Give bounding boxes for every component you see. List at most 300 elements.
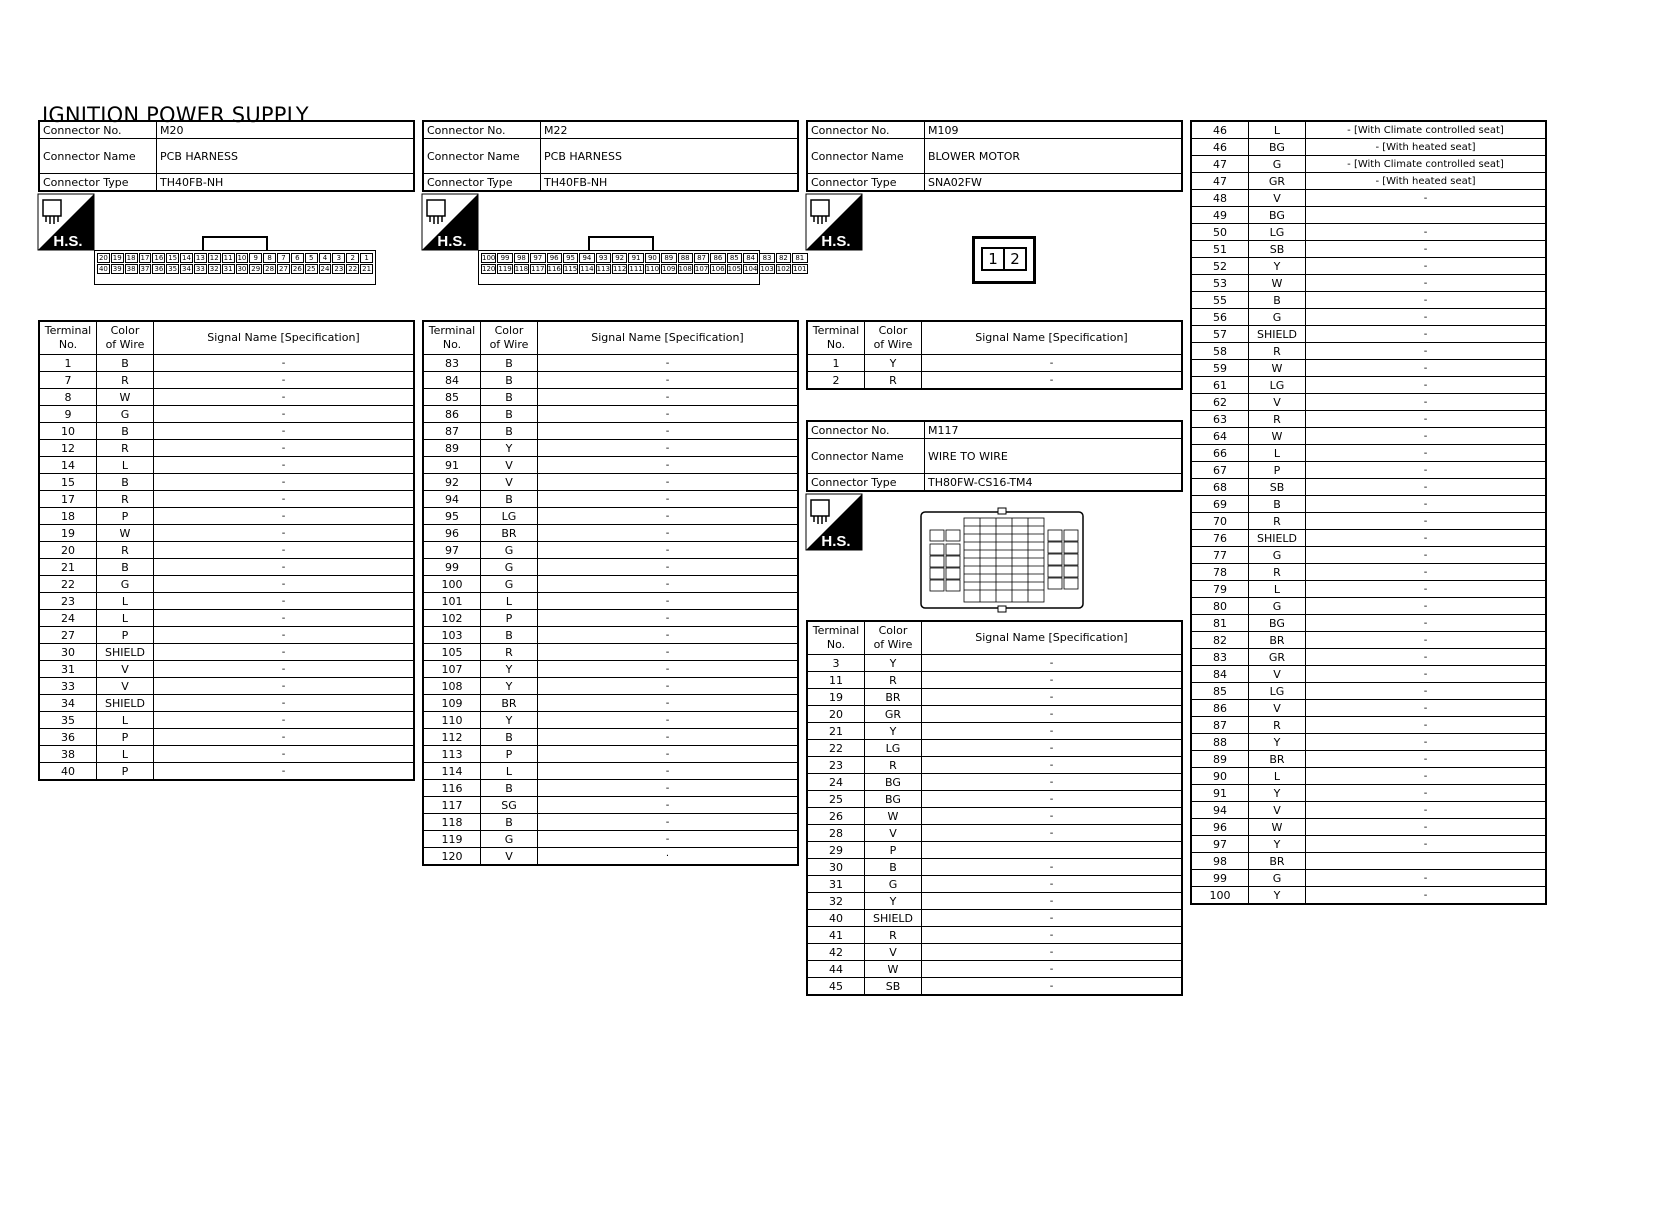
wire-color-cell: B (481, 780, 538, 797)
wire-color-cell: G (481, 559, 538, 576)
wire-color-cell: W (1249, 360, 1306, 377)
table-row (807, 774, 1182, 791)
table-row (1191, 207, 1546, 224)
pin-cell: 84 (743, 253, 758, 263)
wire-color-cell: Y (1249, 836, 1306, 853)
terminal-no-cell: 94 (423, 491, 481, 508)
pin-cell: 115 (563, 265, 578, 273)
terminal-no-cell: 84 (1191, 666, 1249, 683)
wire-color-cell: G (97, 406, 154, 423)
table-row (423, 474, 798, 491)
terminal-no-cell: 38 (39, 746, 97, 763)
terminal-no-cell: 96 (1191, 819, 1249, 836)
signal-name-cell: - (154, 627, 415, 644)
pin-cell: 32 (209, 265, 219, 273)
table-row (807, 689, 1182, 706)
pin-cell: 82 (776, 253, 791, 263)
wire-color-cell: B (481, 423, 538, 440)
table-row (807, 672, 1182, 689)
terminal-no-cell: 30 (807, 859, 865, 876)
pin-cell: 109 (662, 265, 676, 273)
signal-name-cell: - (1306, 887, 1547, 905)
pin-cell: 101 (793, 265, 807, 273)
terminal-no-cell: 109 (423, 695, 481, 712)
pin-cell: 81 (792, 253, 807, 263)
table-row (1191, 445, 1546, 462)
pin-cell: 113 (596, 265, 610, 273)
terminal-no-cell: 85 (1191, 683, 1249, 700)
table-row (807, 808, 1182, 825)
connector-m20-pin-table (38, 320, 415, 781)
pin-cell: 14 (182, 254, 191, 262)
signal-name-cell: - (154, 372, 415, 389)
pin-cell: 21 (362, 265, 372, 273)
signal-name-cell: - (922, 961, 1183, 978)
table-row (1191, 173, 1546, 190)
terminal-no-cell: 19 (807, 689, 865, 706)
wire-color-cell: L (97, 457, 154, 474)
signal-name-cell: - (1306, 598, 1547, 615)
signal-name-cell: - (154, 559, 415, 576)
terminal-no-cell: 101 (423, 593, 481, 610)
table-row (807, 355, 1182, 372)
connector-no-value: M117 (925, 421, 1183, 439)
terminal-no-cell: 23 (39, 593, 97, 610)
terminal-no-cell: 79 (1191, 581, 1249, 598)
pin-cell: 103 (760, 265, 774, 273)
signal-name-cell: - (538, 780, 799, 797)
pin-cell: 4 (319, 253, 332, 263)
connector-m117-pin-table (806, 620, 1183, 996)
signal-name-cell: - (538, 355, 799, 372)
table-row (807, 944, 1182, 961)
terminal-no-cell: 90 (1191, 768, 1249, 785)
signal-name-cell: - (922, 791, 1183, 808)
table-row (1191, 683, 1546, 700)
terminal-no-cell: 46 (1191, 121, 1249, 139)
wire-color-cell: L (1249, 768, 1306, 785)
signal-name-header: Signal Name [Specification] (922, 321, 1183, 355)
terminal-no-cell: 30 (39, 644, 97, 661)
table-row (1191, 496, 1546, 513)
connector-m22-face (478, 250, 807, 285)
table-row (807, 740, 1182, 757)
table-row (39, 406, 414, 423)
connector-m22-pin-table (422, 320, 799, 866)
table-row (1191, 581, 1546, 598)
signal-name-cell: - (538, 661, 799, 678)
pin-cell: 88 (678, 253, 693, 263)
pin-cell: 111 (629, 265, 643, 273)
terminal-no-cell: 91 (1191, 785, 1249, 802)
signal-name-cell: - (1306, 496, 1547, 513)
table-row (1191, 785, 1546, 802)
table-row (39, 542, 414, 559)
wire-color-cell: V (1249, 190, 1306, 207)
table-row (1191, 292, 1546, 309)
wire-color-cell: B (97, 474, 154, 491)
table-row (39, 440, 414, 457)
signal-name-cell: - (1306, 343, 1547, 360)
signal-name-cell: - (538, 559, 799, 576)
wire-color-cell: B (865, 859, 922, 876)
signal-name-cell: - (538, 525, 799, 542)
table-row (423, 491, 798, 508)
table-row (1191, 632, 1546, 649)
table-row (39, 763, 414, 781)
signal-name-cell: - (922, 706, 1183, 723)
wire-color-cell: P (1249, 462, 1306, 479)
terminal-no-cell: 78 (1191, 564, 1249, 581)
pin-cell: 37 (140, 265, 150, 273)
hs-label: H.S. (53, 233, 83, 250)
wire-color-cell: G (481, 831, 538, 848)
signal-name-cell (1306, 207, 1547, 224)
wire-color-cell: B (481, 355, 538, 372)
signal-name-cell: - (154, 406, 415, 423)
wire-color-cell: V (97, 678, 154, 695)
signal-name-cell: - (154, 355, 415, 372)
terminal-no-cell: 68 (1191, 479, 1249, 496)
terminal-no-cell: 35 (39, 712, 97, 729)
terminal-no-cell: 84 (423, 372, 481, 389)
table-row (423, 542, 798, 559)
signal-name-cell: - (1306, 700, 1547, 717)
connector-type-value: TH40FB-NH (541, 174, 799, 192)
wire-color-cell: SHIELD (1249, 326, 1306, 343)
terminal-no-cell: 56 (1191, 309, 1249, 326)
signal-name-cell: - [With heated seat] (1306, 173, 1547, 190)
wire-color-cell: Y (865, 893, 922, 910)
pin-cell: 28 (265, 265, 275, 273)
pin-cell: 120 (482, 265, 496, 273)
signal-name-cell: - (922, 808, 1183, 825)
table-row (39, 525, 414, 542)
wire-color-cell: G (1249, 870, 1306, 887)
table-row (1191, 411, 1546, 428)
wire-color-cell: LG (1249, 224, 1306, 241)
wire-color-cell: B (481, 491, 538, 508)
pin-cell: 36 (154, 265, 164, 273)
signal-name-cell (1306, 853, 1547, 870)
connector-name-label: Connector Name (423, 139, 541, 174)
terminal-no-cell: 36 (39, 729, 97, 746)
terminal-no-cell: 12 (39, 440, 97, 457)
table-row (1191, 819, 1546, 836)
wire-color-cell: G (97, 576, 154, 593)
wire-color-cell: V (1249, 394, 1306, 411)
wire-color-cell: W (1249, 275, 1306, 292)
connector-name-value: PCB HARNESS (157, 139, 415, 174)
wire-color-cell: R (865, 927, 922, 944)
connector-name-value: WIRE TO WIRE (925, 439, 1183, 474)
signal-name-cell: - (538, 678, 799, 695)
pin-cell: 31 (223, 265, 233, 273)
connector-name-label: Connector Name (39, 139, 157, 174)
wire-color-cell: R (97, 440, 154, 457)
wire-color-cell: R (1249, 411, 1306, 428)
signal-name-cell: - (922, 893, 1183, 910)
pin-cell: 114 (580, 265, 594, 273)
signal-name-cell: - (538, 695, 799, 712)
terminal-no-cell: 59 (1191, 360, 1249, 377)
signal-name-cell: - (154, 712, 415, 729)
hs-label: H.S. (437, 233, 467, 250)
table-row (1191, 241, 1546, 258)
wire-color-cell: R (1249, 343, 1306, 360)
terminal-no-cell: 3 (807, 655, 865, 672)
wire-color-cell: Y (865, 655, 922, 672)
terminal-no-cell: 100 (423, 576, 481, 593)
table-row (807, 655, 1182, 672)
pin-grid (479, 251, 807, 276)
signal-name-cell: - (922, 655, 1183, 672)
terminal-no-cell: 64 (1191, 428, 1249, 445)
connector-m109-header (806, 120, 1183, 192)
wire-color-cell: Y (481, 440, 538, 457)
terminal-no-cell: 97 (1191, 836, 1249, 853)
wire-color-cell: BG (865, 791, 922, 808)
wire-color-cell: BG (865, 774, 922, 791)
terminal-no-cell: 89 (1191, 751, 1249, 768)
signal-name-cell: - (1306, 513, 1547, 530)
terminal-no-header: Terminal No. (807, 621, 865, 655)
wire-color-cell: P (97, 508, 154, 525)
terminal-no-cell: 45 (807, 978, 865, 996)
wire-color-cell: P (97, 627, 154, 644)
table-row (1191, 547, 1546, 564)
table-row (1191, 156, 1546, 173)
wire-color-cell: BG (1249, 207, 1306, 224)
connector-type-value: SNA02FW (925, 174, 1183, 192)
terminal-no-cell: 62 (1191, 394, 1249, 411)
pin-2: 2 (1004, 248, 1026, 270)
harness-side-icon (806, 494, 862, 550)
wire-color-cell: LG (1249, 377, 1306, 394)
table-row (423, 763, 798, 780)
table-row (807, 927, 1182, 944)
wire-color-cell: B (1249, 292, 1306, 309)
pin-cell: 98 (514, 253, 529, 263)
wire-color-cell: G (1249, 547, 1306, 564)
signal-name-cell: - (154, 389, 415, 406)
pin-cell: 119 (498, 265, 512, 273)
pin-cell: 30 (237, 265, 247, 273)
wire-color-cell: B (97, 559, 154, 576)
terminal-no-cell: 19 (39, 525, 97, 542)
table-row (1191, 853, 1546, 870)
signal-name-cell: · (538, 848, 799, 866)
pin-cell: 26 (292, 265, 302, 273)
wire-color-cell: P (481, 746, 538, 763)
pin-cell: 7 (277, 253, 290, 263)
table-row (423, 406, 798, 423)
pin-cell: 19 (112, 254, 122, 262)
pin-cell: 23 (334, 265, 344, 273)
wire-color-cell: W (865, 808, 922, 825)
hs-label: H.S. (821, 233, 851, 250)
table-row (39, 593, 414, 610)
signal-name-cell: - (538, 627, 799, 644)
pin-cell: 107 (694, 265, 709, 273)
connector-m117-pin-table-continued (1190, 120, 1547, 905)
connector-no-label: Connector No. (807, 121, 925, 139)
terminal-no-cell: 99 (423, 559, 481, 576)
wire-color-cell: BR (1249, 853, 1306, 870)
signal-name-cell: - (154, 763, 415, 781)
pin-cell: 40 (98, 265, 108, 273)
terminal-no-cell: 94 (1191, 802, 1249, 819)
connector-m109-face (972, 236, 1036, 284)
signal-name-cell: - (1306, 428, 1547, 445)
pin-cell: 83 (759, 253, 774, 263)
wire-color-cell: BR (865, 689, 922, 706)
table-row (807, 961, 1182, 978)
table-row (1191, 326, 1546, 343)
table-row (1191, 598, 1546, 615)
terminal-no-cell: 46 (1191, 139, 1249, 156)
connector-info-table (806, 420, 1183, 492)
table-row (1191, 802, 1546, 819)
wire-color-cell: V (481, 457, 538, 474)
signal-name-cell: - (538, 440, 799, 457)
signal-name-cell: - (538, 712, 799, 729)
terminal-no-cell: 21 (39, 559, 97, 576)
signal-name-cell: - (922, 355, 1183, 372)
table-row (39, 746, 414, 763)
terminal-no-cell: 26 (807, 808, 865, 825)
terminal-no-cell: 2 (807, 372, 865, 390)
terminal-no-cell: 21 (807, 723, 865, 740)
signal-name-cell: - (538, 423, 799, 440)
signal-name-cell: - (538, 389, 799, 406)
pin-cell: 92 (612, 253, 627, 263)
terminal-no-cell: 83 (1191, 649, 1249, 666)
table-row (1191, 121, 1546, 139)
wire-color-cell: R (865, 372, 922, 390)
pin-cell: 22 (348, 265, 358, 273)
terminal-no-cell: 23 (807, 757, 865, 774)
table-row (39, 576, 414, 593)
signal-name-cell: - [With heated seat] (1306, 139, 1547, 156)
signal-name-header: Signal Name [Specification] (154, 321, 415, 355)
wire-color-cell: Y (1249, 734, 1306, 751)
table-row (1191, 666, 1546, 683)
terminal-no-cell: 61 (1191, 377, 1249, 394)
signal-name-cell: - (1306, 394, 1547, 411)
signal-name-cell: - (538, 491, 799, 508)
terminal-no-cell: 24 (807, 774, 865, 791)
pin-cell: 5 (305, 253, 318, 263)
connector-name-value: BLOWER MOTOR (925, 139, 1183, 174)
signal-name-cell: - (922, 910, 1183, 927)
signal-name-cell: - (1306, 819, 1547, 836)
signal-name-cell: - (1306, 377, 1547, 394)
signal-name-cell: - (154, 729, 415, 746)
terminal-no-cell: 69 (1191, 496, 1249, 513)
terminal-no-cell: 96 (423, 525, 481, 542)
table-row (1191, 360, 1546, 377)
signal-name-cell: - (538, 372, 799, 389)
pin-cell: 95 (563, 253, 578, 263)
wire-color-cell: R (865, 672, 922, 689)
pin-cell: 27 (279, 265, 288, 273)
connector-m117-header (806, 420, 1183, 492)
pin-cell: 10 (237, 254, 247, 262)
signal-name-cell: - (1306, 785, 1547, 802)
terminal-no-cell: 7 (39, 372, 97, 389)
pin-cell: 104 (744, 265, 758, 273)
terminal-no-cell: 17 (39, 491, 97, 508)
table-row (423, 814, 798, 831)
table-row (39, 508, 414, 525)
table-row (1191, 377, 1546, 394)
table-row (423, 389, 798, 406)
pin-cell: 3 (332, 253, 345, 263)
wire-color-cell: BR (1249, 751, 1306, 768)
signal-name-cell: - (922, 723, 1183, 740)
pin-cell: 20 (98, 254, 108, 262)
table-row (423, 729, 798, 746)
table-row (1191, 479, 1546, 496)
pin-cell: 15 (168, 254, 178, 262)
terminal-no-cell: 1 (807, 355, 865, 372)
table-row (1191, 462, 1546, 479)
table-row (423, 593, 798, 610)
terminal-no-cell: 47 (1191, 156, 1249, 173)
table-row (807, 910, 1182, 927)
connector-m22-header (422, 120, 799, 192)
signal-name-cell: - (1306, 530, 1547, 547)
terminal-no-cell: 67 (1191, 462, 1249, 479)
connector-no-label: Connector No. (807, 421, 925, 439)
wire-color-cell: R (97, 372, 154, 389)
terminal-no-cell: 119 (423, 831, 481, 848)
signal-name-header: Signal Name [Specification] (538, 321, 799, 355)
terminal-no-cell: 100 (1191, 887, 1249, 905)
table-row (807, 825, 1182, 842)
table-row (1191, 258, 1546, 275)
table-row (1191, 343, 1546, 360)
connector-m20-face (94, 250, 376, 285)
table-row (1191, 870, 1546, 887)
wire-color-cell: W (865, 961, 922, 978)
connector-info-table (806, 120, 1183, 192)
table-row (423, 457, 798, 474)
pin-grid (95, 251, 375, 276)
pin-cell: 100 (482, 254, 496, 262)
signal-name-cell: - (1306, 258, 1547, 275)
wire-color-cell: P (97, 729, 154, 746)
signal-name-cell: - (1306, 292, 1547, 309)
table-row (39, 695, 414, 712)
pin-cell: 18 (126, 254, 136, 262)
pin-cell: 16 (154, 254, 164, 262)
table-row (423, 712, 798, 729)
table-row (423, 525, 798, 542)
signal-name-cell: - (154, 576, 415, 593)
pin-cell: 105 (727, 265, 741, 273)
wire-color-cell: BR (481, 695, 538, 712)
harness-side-icon (38, 194, 94, 250)
wire-color-cell: W (1249, 819, 1306, 836)
terminal-no-cell: 34 (39, 695, 97, 712)
table-row (39, 389, 414, 406)
table-row (1191, 615, 1546, 632)
wire-color-cell: V (1249, 700, 1306, 717)
pin-cell: 89 (661, 253, 676, 263)
table-row (1191, 734, 1546, 751)
